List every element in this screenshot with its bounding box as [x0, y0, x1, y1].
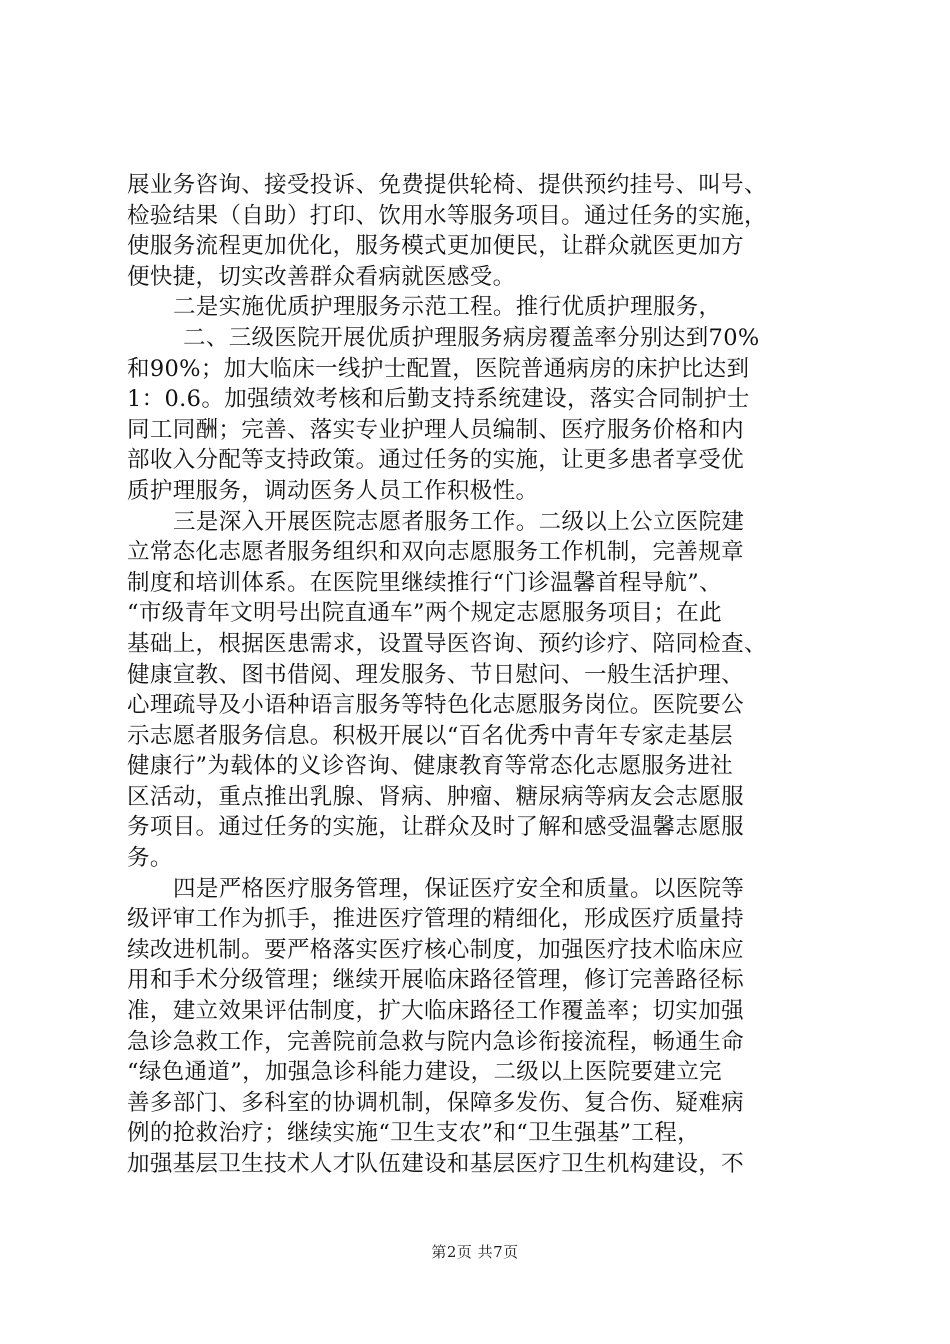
text-line: 务。: [127, 845, 173, 872]
paragraph-start-line: 三是深入开展医院志愿者服务工作。二级以上公立医院建: [173, 508, 745, 535]
text-line: 加强基层卫生技术人才队伍建设和基层医疗卫生机构建设，不: [127, 1151, 744, 1177]
text-line: 级评审工作为抓手，推进医疗管理的精细化，形成医疗质量持: [127, 906, 744, 933]
body-text: [127, 170, 827, 1180]
text-line: 续改进机制。要严格落实医疗核心制度，加强医疗技术临床应: [127, 936, 744, 963]
text-line: 质护理服务，调动医务人员工作积极性。: [127, 477, 539, 504]
text-line: 示志愿者服务信息。积极开展以“百名优秀中青年专家走基层: [127, 722, 733, 749]
text-line: 心理疏导及小语种语言服务等特色化志愿服务岗位。医院要公: [127, 692, 744, 719]
text-line: “绿色通道”，加强急诊科能力建设，二级以上医院要建立完: [127, 1059, 722, 1086]
text-line: 和90%；加大临床一线护士配置，医院普通病房的床护比达到: [127, 355, 750, 382]
text-line: 立常态化志愿者服务组织和双向志愿服务工作机制，完善规章: [127, 539, 744, 566]
text-line: 例的抢救治疗；继续实施“卫生支农”和“卫生强基”工程，: [127, 1120, 700, 1147]
text-line: 区活动，重点推出乳腺、肾病、肿瘤、糖尿病等病友会志愿服: [127, 783, 744, 810]
text-line: 二、三级医院开展优质护理服务病房覆盖率分别达到70%: [183, 324, 760, 351]
text-line: 部收入分配等支持政策。通过任务的实施，让更多患者享受优: [127, 447, 744, 474]
text-line: 健康宣教、图书借阅、理发服务、节日慰问、一般生活护理、: [127, 661, 744, 688]
text-line: 同工同酬；完善、落实专业护理人员编制、医疗服务价格和内: [127, 416, 744, 443]
text-line: 便快捷，切实改善群众看病就医感受。: [127, 263, 516, 290]
text-line: “市级青年文明号出院直通车”两个规定志愿服务项目；在此: [127, 600, 722, 627]
text-line: 务项目。通过任务的实施，让群众及时了解和感受温馨志愿服: [127, 814, 744, 841]
paragraph-start-line: 四是严格医疗服务管理，保证医疗安全和质量。以医院等: [173, 875, 745, 902]
text-line: 急诊急救工作，完善院前急救与院内急诊衔接流程，畅通生命: [127, 1028, 744, 1055]
text-line: 检验结果（自助）打印、饮用水等服务项目。通过任务的实施，: [127, 202, 767, 229]
text-line: 健康行”为载体的义诊咨询、健康教育等常态化志愿服务进社: [127, 753, 733, 780]
text-line: 使服务流程更加优化，服务模式更加便民，让群众就医更加方: [127, 233, 744, 260]
text-line: 用和手术分级管理；继续开展临床路径管理，修订完善路径标: [127, 967, 744, 994]
text-line: 制度和培训体系。在医院里继续推行“门诊温馨首程导航”、: [127, 569, 722, 596]
text-line: 准，建立效果评估制度，扩大临床路径工作覆盖率；切实加强: [127, 998, 744, 1025]
text-line: 展业务咨询、接受投诉、免费提供轮椅、提供预约挂号、叫号、: [127, 172, 767, 198]
text-line: 善多部门、多科室的协调机制，保障多发伤、复合伤、疑难病: [127, 1089, 744, 1116]
page-number-footer: 第2页 共7页: [431, 1243, 519, 1261]
text-line: 基础上，根据医患需求，设置导医咨询、预约诊疗、陪同检查、: [127, 630, 767, 657]
paragraph-start-line: 二是实施优质护理服务示范工程。推行优质护理服务，: [173, 294, 722, 321]
text-line: 1：0.6。加强绩效考核和后勤支持系统建设，落实合同制护士: [127, 386, 750, 413]
